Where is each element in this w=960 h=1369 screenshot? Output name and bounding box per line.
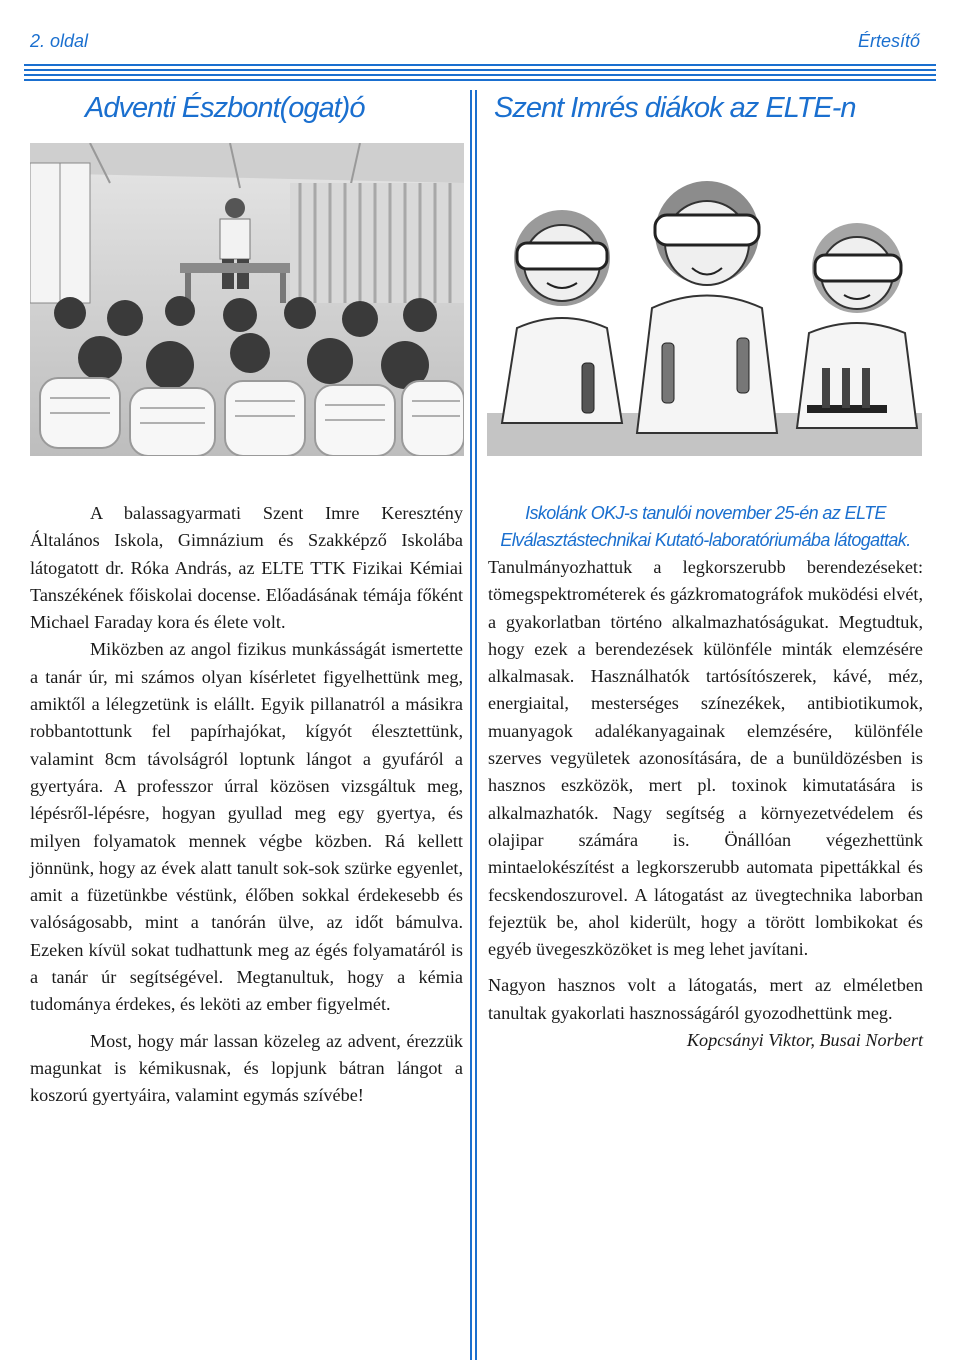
column-divider — [470, 90, 472, 1360]
article-paragraph: Tanulmányozhattuk a legkorszerubb berendezéseket: tömegspektrométerek és gázkromatográfok muködési elvét, a gyakorlatban történo alkalmazhatóságukat. Megtudtuk, hogy ezek a berendezések különféle minták elemzésére alkalmasak. Használhatók tartósítószerek, kávé, méz, energiaital, mesterséges színezékek, antibiotikumok, muanyagok adalékanyagainak elemzésére, különféle szerves vegyületek azonosítására, de a bunüldözésben is hasznos eszközök, mert pl. toxinok kimutatására is alkalmazhatók. Nagy segítség a környezetvédelem és olajipar számára is. Önállóan végezhettünk mintaelokészítést a legkorszerubb automata pipettákkal és fecskendoszurovel. A látogatást az üvegtechnika laborban fejeztük be, ahol kiderült, hogy a törött lombikokat és egyéb üvegeszközöket is meg lehet javítani. — [488, 557, 923, 960]
header-rule — [24, 74, 936, 76]
left-article-body — [30, 500, 463, 1110]
left-article-title: Adventi Észbont(ogat)ó — [85, 92, 365, 124]
lab-cartoon-image — [487, 143, 922, 456]
lecture-photo — [30, 143, 464, 456]
column-divider — [475, 90, 477, 1360]
header-rule — [24, 79, 936, 81]
right-article-title: Szent Imrés diákok az ELTE-n — [494, 92, 856, 124]
page-header — [0, 0, 960, 100]
header-rule — [24, 69, 936, 71]
article-author: Kopcsányi Viktor, Busai Norbert — [686, 1030, 923, 1051]
article-paragraph: Miközben az angol fizikus munkásságát ismertette a tanár úr, mi számos olyan kísérletet figyelhettünk meg, amiktől a lélegzetünk is elállt. Egyik pillanatról a másikra robbantottunk fel papírhajókat, kígyót élesztettünk, valamint 8cm távolságról loptunk lángot a gyufáról a gyertyára. A professzor úrral közösen vizsgáltuk meg, lépésről-lépésre, hogyan gyullad meg egy gyertya, és milyen folyamatok mennek végbe közben. Rá kellett jönnünk, hogy az évek alatt tanult sok-sok szürke egyenlet, amit a füzetünkbe véstünk, élőben sokkal érdekesebb és valóságosabb, mint a tanórán ülve, az időt bámulva. Ezeken kívül sokat tudhattunk meg az égés folyamatáról is a tanár úr segítségével. Megtanultuk, hogy a kémia tudománya érdekes, és leköti az ember figyelmét. — [30, 639, 463, 1015]
header-rule — [24, 64, 936, 66]
article-paragraph: Most, hogy már lassan közeleg az advent, érezzük magunkat is kémikusnak, és lopjunk bátran lángot a koszorú gyertyáira, valamint egymás szívébe! — [30, 1030, 463, 1106]
page-number: 2. oldal — [30, 31, 89, 51]
right-article-body — [488, 500, 923, 1054]
publication-name: Értesítő — [857, 31, 920, 51]
article-paragraph: Nagyon hasznos volt a látogatás, mert az elméletben tanultak gyakorlati hasznosságáról gyozodhettünk meg. — [488, 975, 923, 1023]
article-lead: Iskolánk OKJ-s tanulói november 25-én az ELTE Elválasztástechnikai Kutató-laboratóriumába látogattak. — [500, 503, 911, 550]
article-paragraph: A balassagyarmati Szent Imre Keresztény Általános Iskola, Gimnázium és Szakképző Iskolába látogatott dr. Róka András, az ELTE TTK Fizikai Kémiai Tanszékének főiskolai docense. Előadásának témája főként Michael Faraday kora és élete volt. — [30, 503, 463, 633]
